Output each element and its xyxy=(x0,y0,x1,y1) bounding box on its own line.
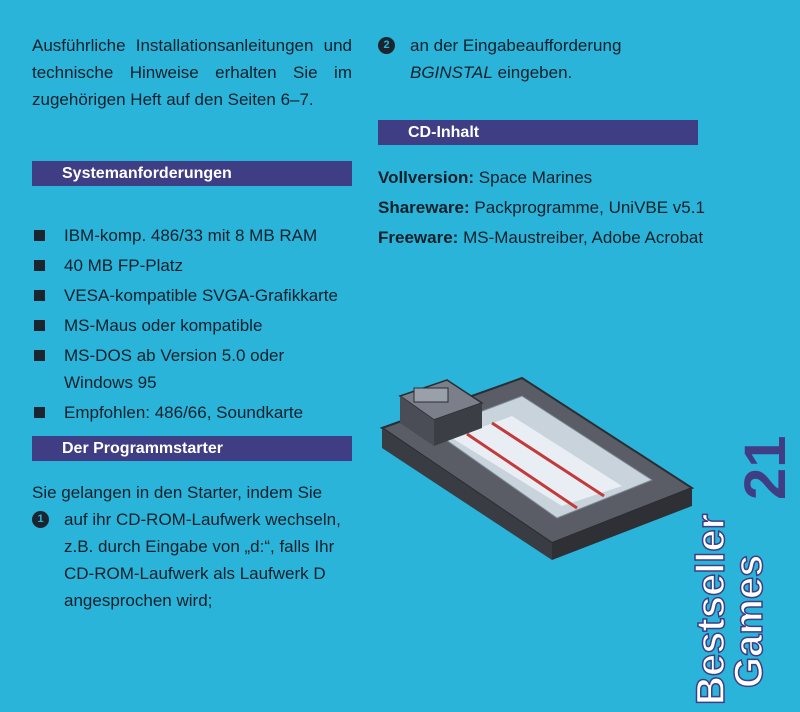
number-two-icon: 2 xyxy=(378,37,395,54)
list-item: Vollversion: Space Marines xyxy=(378,168,593,187)
list-item: IBM-komp. 486/33 mit 8 MB RAM xyxy=(32,222,352,249)
starter-heading: Der Programmstarter xyxy=(32,436,352,461)
square-bullet-icon xyxy=(34,350,45,361)
cd-heading: CD-Inhalt xyxy=(378,120,698,145)
left-column xyxy=(32,32,352,614)
logo-word-bestseller: Bestseller xyxy=(689,513,733,705)
starter-step-2: 2 an der Eingabeaufforderung BGINSTAL eingeben. xyxy=(378,32,708,86)
list-item: VESA-kompatible SVGA-Grafikkarte xyxy=(32,282,352,309)
install-command: BGINSTAL xyxy=(410,63,493,82)
logo-issue-number: 21 xyxy=(733,435,798,500)
list-item: MS-Maus oder kompatible xyxy=(32,312,352,339)
logo-word-games: Games xyxy=(727,554,771,688)
system-heading: Systemanforderungen xyxy=(32,161,352,186)
cd-content-list xyxy=(378,163,708,253)
requirements-list xyxy=(32,222,352,426)
starter-step-1: 1 auf ihr CD-ROM-Laufwerk wechseln, z.B. durch Eingabe von „d:“, falls Ihr CD-ROM-Laufwerk als Laufwerk D angesprochen wird; xyxy=(32,506,352,614)
number-one-icon: 1 xyxy=(32,511,49,528)
square-bullet-icon xyxy=(34,407,45,418)
square-bullet-icon xyxy=(34,230,45,241)
list-item: Shareware: Packprogramme, UniVBE v5.1 xyxy=(378,198,705,217)
starter-intro: Sie gelangen in den Starter, indem Sie xyxy=(32,483,323,502)
square-bullet-icon xyxy=(34,290,45,301)
intro-text: Ausführliche Installationsanleitungen und technische Hinweise erhalten Sie im zugehörigen Heft auf den Seiten 6–7. xyxy=(32,36,352,109)
spaceship-illustration xyxy=(372,368,702,598)
right-column xyxy=(378,32,708,253)
list-item: Empfohlen: 486/66, Soundkarte xyxy=(32,399,352,426)
list-item: Freeware: MS-Maustreiber, Adobe Acrobat xyxy=(378,228,704,247)
list-item: 40 MB FP-Platz xyxy=(32,252,352,279)
square-bullet-icon xyxy=(34,260,45,271)
square-bullet-icon xyxy=(34,320,45,331)
bestseller-games-logo xyxy=(670,420,798,710)
list-item: MS-DOS ab Version 5.0 oder Windows 95 xyxy=(32,342,352,396)
